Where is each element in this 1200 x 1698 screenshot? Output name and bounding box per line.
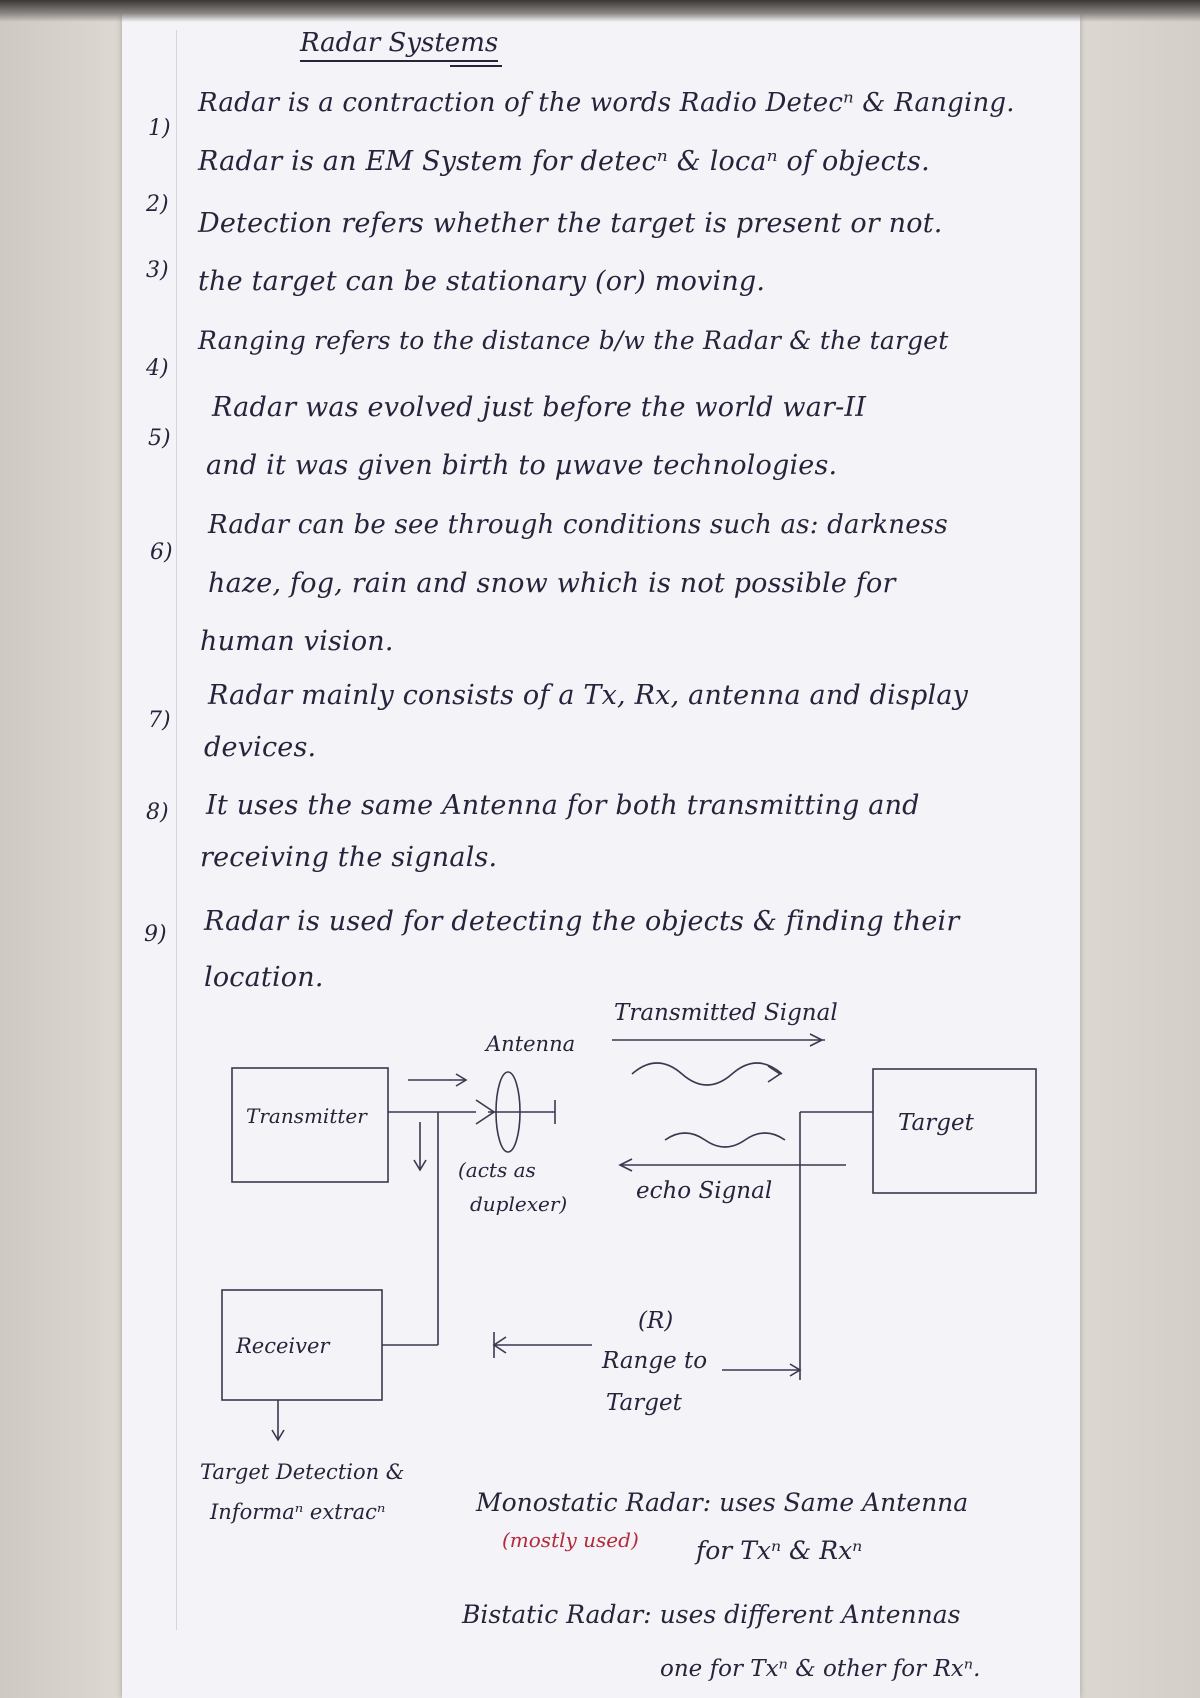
point-number: 9) [144, 922, 167, 947]
point-number: 4) [146, 356, 169, 381]
point-line: Radar can be see through conditions such as: darkness [208, 510, 948, 540]
echo-signal-label: echo Signal [636, 1178, 773, 1204]
point-number: 7) [148, 708, 171, 733]
point-line: Radar was evolved just before the world war-II [212, 392, 867, 423]
point-line: Radar is a contraction of the words Radio Detecⁿ & Ranging. [198, 88, 1015, 118]
acts-as-label: (acts as [458, 1158, 536, 1182]
point-line: Radar mainly consists of a Tx, Rx, antenna and display [208, 680, 969, 711]
point-line: Radar is an EM System for detecⁿ & locaⁿ of objects. [198, 146, 930, 177]
mostly-used-note: (mostly used) [502, 1528, 639, 1552]
point-line: Detection refers whether the target is present or not. [198, 208, 943, 239]
point-number: 3) [146, 258, 169, 283]
point-line: devices. [204, 732, 317, 763]
transmitter-label: Transmitter [246, 1104, 367, 1128]
range-r-label: (R) [638, 1308, 674, 1334]
page-title: Radar Systems [300, 28, 498, 62]
range-target-label: Target [606, 1390, 682, 1416]
monostatic-note-2: for Txⁿ & Rxⁿ [696, 1536, 863, 1565]
point-number: 8) [146, 800, 169, 825]
duplexer-label: duplexer) [470, 1192, 568, 1216]
target-label: Target [898, 1110, 974, 1136]
point-line: human vision. [200, 626, 394, 657]
point-line: the target can be stationary (or) moving. [198, 266, 766, 297]
point-line: Radar is used for detecting the objects & finding their [204, 906, 960, 937]
point-line: haze, fog, rain and snow which is not possible for [208, 568, 896, 599]
point-line: and it was given birth to µwave technologies. [206, 450, 838, 481]
point-number: 1) [148, 116, 171, 141]
antenna-label: Antenna [486, 1032, 576, 1056]
information-label: Informaⁿ extracⁿ [210, 1500, 386, 1524]
point-line: Ranging refers to the distance b/w the Radar & the target [198, 326, 949, 355]
bistatic-note-2: one for Txⁿ & other for Rxⁿ. [660, 1656, 981, 1682]
transmitted-signal-label: Transmitted Signal [614, 1000, 838, 1026]
point-line: receiving the signals. [200, 842, 498, 873]
point-number: 6) [150, 540, 173, 565]
point-number: 2) [146, 192, 169, 217]
transmitted-wave [632, 1063, 782, 1085]
range-to-label: Range to [602, 1348, 708, 1374]
point-line: location. [204, 962, 324, 993]
point-line: It uses the same Antenna for both transmitting and [206, 790, 920, 821]
bistatic-note: Bistatic Radar: uses different Antennas [462, 1600, 961, 1629]
receiver-label: Receiver [236, 1334, 330, 1358]
detection-label: Target Detection & [200, 1460, 405, 1484]
monostatic-note: Monostatic Radar: uses Same Antenna [476, 1488, 969, 1517]
point-number: 5) [148, 426, 171, 451]
echo-wave [665, 1133, 785, 1147]
